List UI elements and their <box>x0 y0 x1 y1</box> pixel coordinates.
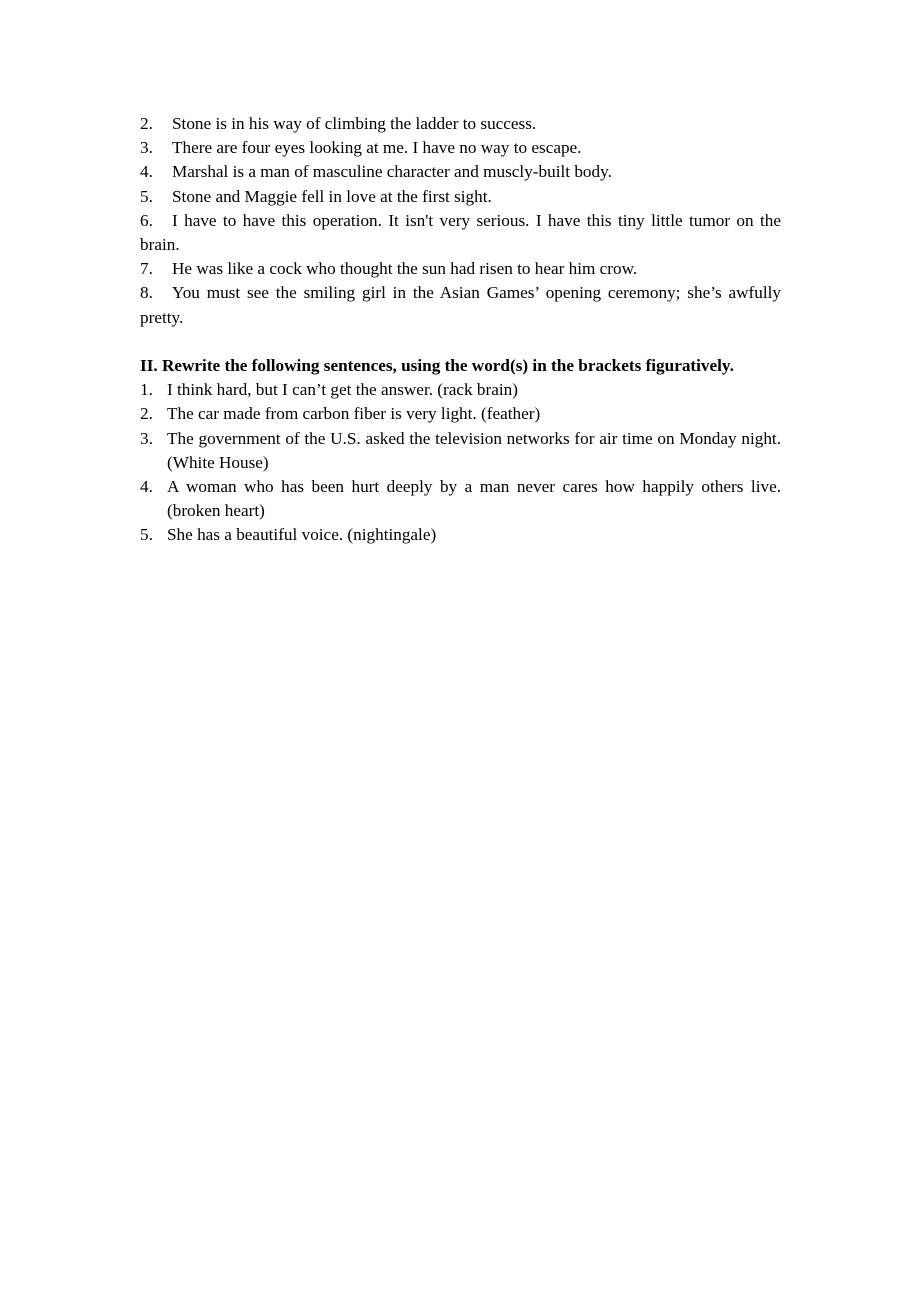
list-item <box>140 523 781 547</box>
item-number: 2. <box>140 404 153 424</box>
item-number: 2. <box>140 114 153 133</box>
item-text: Stone is in his way of climbing the ladder to success. <box>172 114 537 133</box>
item-text: A woman who has been hurt deeply by a man never cares how happily others live. (broken heart) <box>167 477 781 521</box>
list-item <box>140 136 781 160</box>
list-item <box>140 209 781 257</box>
item-text: He was like a cock who thought the sun had risen to hear him crow. <box>172 259 638 279</box>
item-text: I think hard, but I can’t get the answer. (rack brain) <box>167 380 518 400</box>
list-item <box>140 112 781 136</box>
item-text: Stone and Maggie fell in love at the first sight. <box>172 186 492 206</box>
section-2-heading: II. Rewrite the following sentences, using the word(s) in the brackets figuratively. <box>140 356 734 376</box>
list-item <box>140 281 781 329</box>
item-text: You must see the smiling girl in the Asian Games’ opening ceremony; she’s awfully pretty. <box>140 283 781 327</box>
list-item <box>140 160 781 184</box>
item-number: 7. <box>140 259 153 279</box>
list-item <box>140 257 781 281</box>
list-item <box>140 402 781 426</box>
item-number: 3. <box>140 428 153 448</box>
section-spacer <box>140 330 781 354</box>
item-number: 4. <box>140 162 153 182</box>
section-2-list <box>140 378 781 547</box>
section-1-list <box>140 112 781 330</box>
list-item <box>140 427 781 475</box>
item-text: The government of the U.S. asked the television networks for air time on Monday night. (White House) <box>167 428 781 472</box>
item-text: There are four eyes looking at me. I have no way to escape. <box>172 138 582 158</box>
item-text: She has a beautiful voice. (nightingale) <box>167 525 437 545</box>
item-number: 4. <box>140 477 153 497</box>
item-number: 1. <box>140 380 153 400</box>
item-number: 8. <box>140 283 153 303</box>
item-number: 6. <box>140 210 153 230</box>
item-number: 5. <box>140 186 153 206</box>
item-text: The car made from carbon fiber is very light. (feather) <box>167 404 541 424</box>
document-page <box>140 112 781 548</box>
item-text: I have to have this operation. It isn't very serious. I have this tiny little tumor on the brain. <box>140 210 781 255</box>
list-item <box>140 475 781 523</box>
item-text: Marshal is a man of masculine character and muscly-built body. <box>172 162 612 182</box>
item-number: 5. <box>140 525 153 545</box>
item-number: 3. <box>140 138 153 158</box>
list-item <box>140 378 781 402</box>
list-item <box>140 185 781 209</box>
